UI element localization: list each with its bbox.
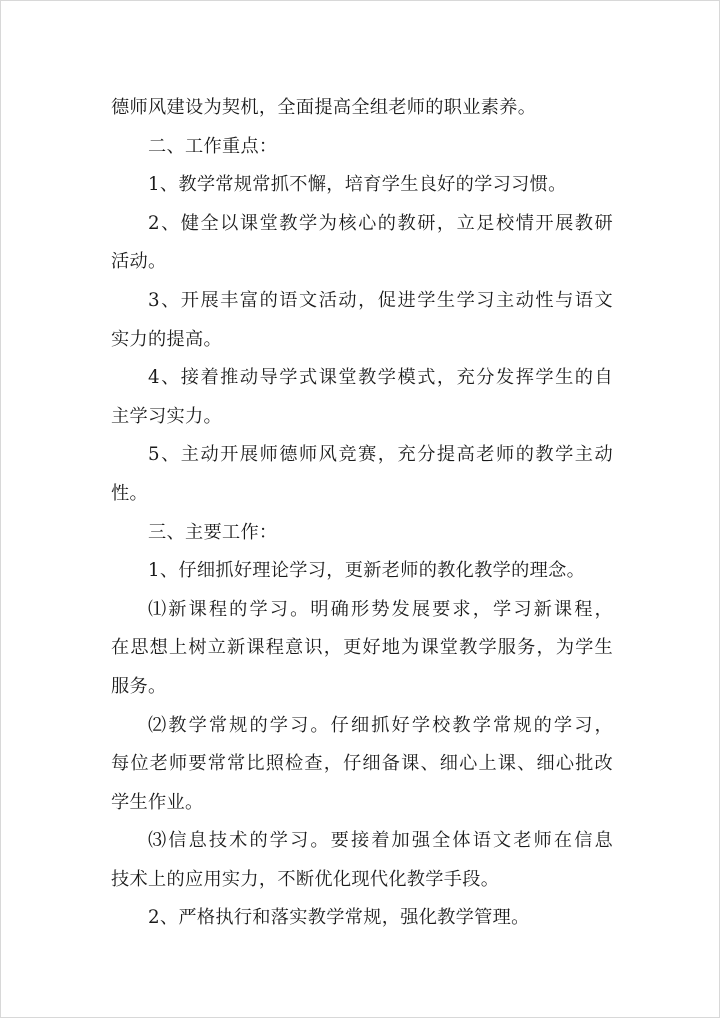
text-line: 5、主动开展师德师风竞赛，充分提高老师的教学主动 bbox=[148, 444, 613, 466]
text-line: ⑶信息技术的学习。要接着加强全体语文老师在信息 bbox=[148, 830, 613, 852]
text-line: 主学习实力。 bbox=[111, 405, 222, 427]
text-line: 在思想上树立新课程意识，更好地为课堂教学服务，为学生 bbox=[111, 637, 613, 659]
text-line: 二、工作重点： bbox=[148, 135, 278, 157]
text-line: 2、严格执行和落实教学常规，强化教学管理。 bbox=[148, 907, 530, 929]
text-line: 服务。 bbox=[111, 675, 167, 697]
text-line: 技术上的应用实力，不断优化现代化教学手段。 bbox=[111, 868, 500, 890]
text-line: 每位老师要常常比照检查，仔细备课、细心上课、细心批改 bbox=[111, 753, 613, 775]
text-line: 1、教学常规常抓不懈，培育学生良好的学习习惯。 bbox=[148, 174, 567, 196]
text-line: 4、接着推动导学式课堂教学模式，充分发挥学生的自 bbox=[148, 367, 613, 389]
text-line: ⑵教学常规的学习。仔细抓好学校教学常规的学习， bbox=[148, 714, 613, 736]
document-body bbox=[111, 89, 613, 938]
text-line: 德师风建设为契机，全面提高全组老师的职业素养。 bbox=[111, 97, 537, 118]
text-line: 实力的提高。 bbox=[111, 328, 222, 350]
text-line: ⑴新课程的学习。明确形势发展要求，学习新课程， bbox=[148, 598, 613, 620]
text-line: 性。 bbox=[111, 482, 148, 504]
text-line: 三、主要工作： bbox=[148, 521, 278, 543]
text-line: 3、开展丰富的语文活动，促进学生学习主动性与语文 bbox=[148, 289, 613, 311]
text-line: 1、仔细抓好理论学习，更新老师的教化教学的理念。 bbox=[148, 560, 586, 582]
text-line: 2、健全以课堂教学为核心的教研，立足校情开展教研 bbox=[148, 212, 613, 234]
text-line: 学生作业。 bbox=[111, 791, 204, 813]
text-line: 活动。 bbox=[111, 251, 167, 273]
